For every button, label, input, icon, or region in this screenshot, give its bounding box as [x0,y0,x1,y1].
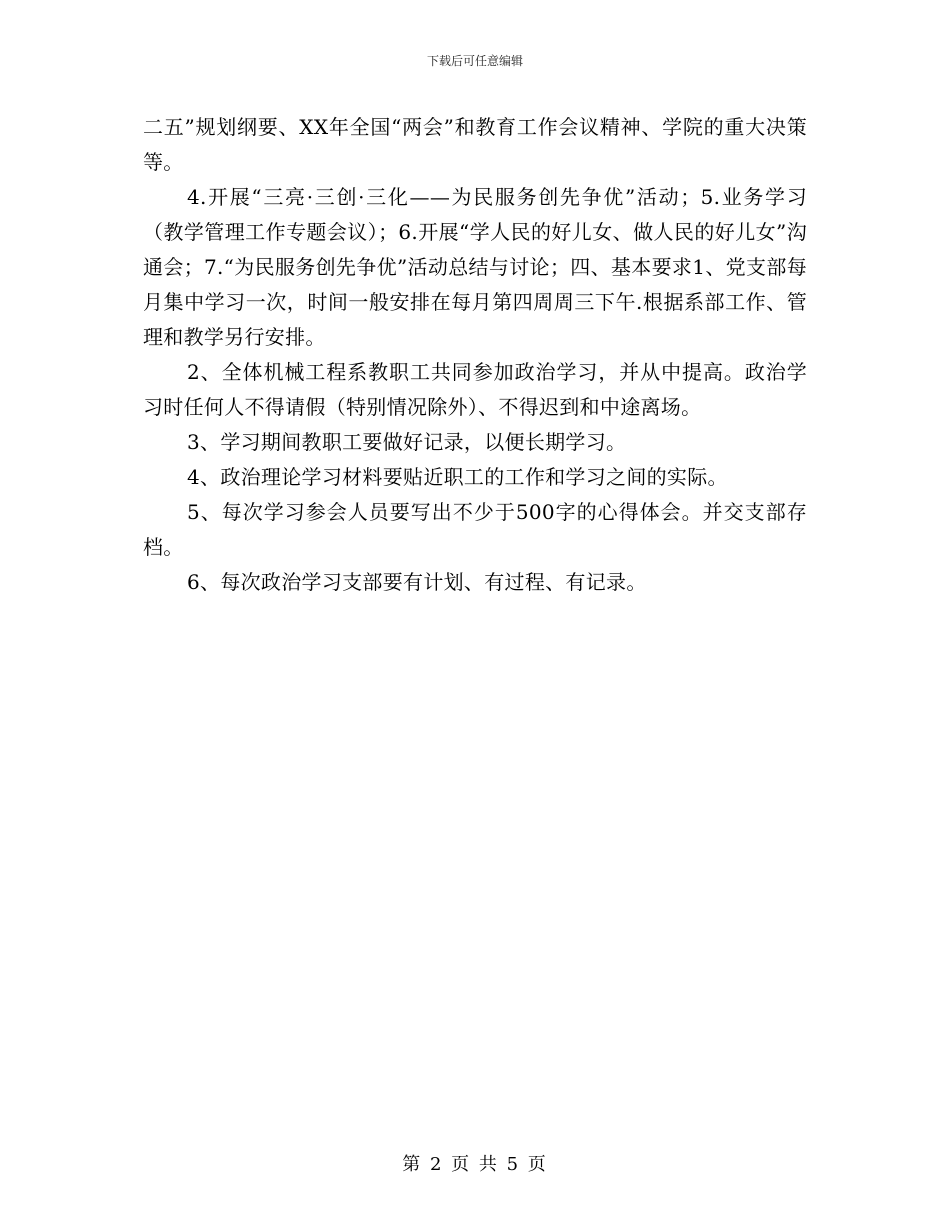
paragraph-requirement-5: 5、每次学习参会人员要写出不少于500字的心得体会。并交支部存档。 [143,500,807,559]
paragraph-continuation: 二五”规划纲要、XX年全国“两会”和教育工作会议精神、学院的重大决策等。 [143,115,807,174]
page-footer: 第 2 页 共 5 页 [402,1154,548,1175]
paragraph-requirement-6: 6、每次政治学习支部要有计划、有过程、有记录。 [187,570,647,594]
page-header: 下载后可任意编辑 [426,54,523,68]
paragraph-activities: 4.开展“三亮·三创·三化——为民服务创先争优”活动；5.业务学习（教学管理工作专题会议）；6.开展“学人民的好儿女、做人民的好儿女”沟通会；7.“为民服务创先争优”活动总结与讨论；四、基本要求1、党支部每月集中学习一次，时间一般安排在每月第四周周三下午.根据系部工作、管理和教学另行安排。 [143,185,807,349]
paragraph-requirement-4: 4、政治理论学习材料要贴近职工的工作和学习之间的实际。 [187,465,728,489]
paragraph-requirement-3: 3、学习期间教职工要做好记录，以便长期学习。 [187,430,627,454]
document-body [143,110,807,600]
paragraph-requirement-2: 2、全体机械工程系教职工共同参加政治学习，并从中提高。政治学习时任何人不得请假（特别情况除外）、不得迟到和中途离场。 [143,360,807,419]
